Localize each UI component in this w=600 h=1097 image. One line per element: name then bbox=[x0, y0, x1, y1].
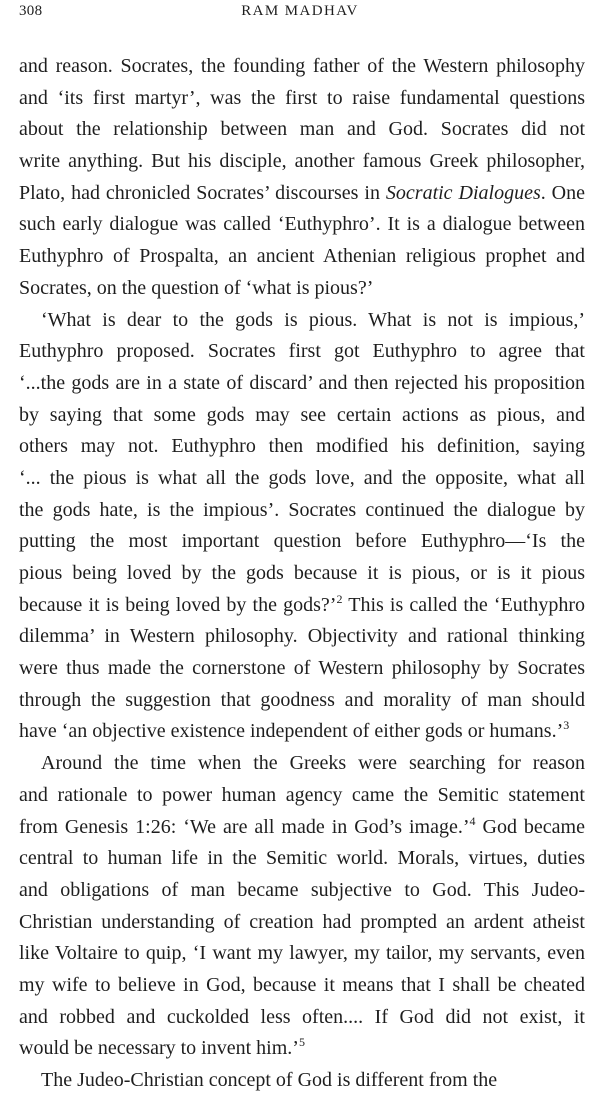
text-run: and ‘its first martyr’, was the first to raise fundamental questions bbox=[19, 86, 585, 109]
text-line bbox=[19, 400, 585, 432]
text-line bbox=[19, 1033, 585, 1065]
text-line bbox=[19, 368, 585, 400]
text-run: pious being loved by the gods because it is pious, or is it pious bbox=[19, 562, 585, 584]
text-line bbox=[19, 178, 585, 210]
text-run: ‘What is dear to the gods is pious. What is not is impious,’ bbox=[41, 308, 585, 331]
text-run: because it is being loved by the gods?’ bbox=[19, 593, 337, 616]
text-run: The Judeo-Christian concept of God is different from the bbox=[41, 1069, 498, 1091]
text-run: Euthyphro of Prospalta, an ancient Athenian religious prophet and bbox=[19, 245, 585, 268]
text-line bbox=[19, 653, 585, 685]
text-run: ‘...the gods are in a state of discard’ and then rejected his proposition bbox=[19, 371, 585, 394]
text-line bbox=[19, 114, 585, 146]
text-run: have ‘an objective existence independent of either gods or humans.’ bbox=[19, 720, 564, 743]
text-line bbox=[19, 241, 585, 273]
text-line bbox=[19, 305, 585, 337]
paragraph bbox=[19, 748, 585, 1065]
text-line bbox=[19, 938, 585, 970]
footnote-marker: 5 bbox=[298, 1035, 305, 1050]
text-line bbox=[19, 875, 585, 907]
text-run: putting the most important question before Euthyphro—‘Is the bbox=[19, 530, 585, 553]
text-line bbox=[19, 843, 585, 875]
text-run: This is called the ‘Euthyphro bbox=[342, 593, 585, 616]
text-line bbox=[19, 51, 585, 83]
footnote-marker: 4 bbox=[469, 813, 476, 828]
text-run: others may not. Euthyphro then modified his definition, saying bbox=[19, 435, 585, 458]
text-line bbox=[19, 907, 585, 939]
text-run: write anything. But his disciple, another famous Greek philosopher, bbox=[19, 150, 585, 173]
text-run: Euthyphro proposed. Socrates first got Euthyphro to agree that bbox=[19, 340, 585, 363]
text-run: like Voltaire to quip, ‘I want my lawyer, my tailor, my servants, even bbox=[19, 942, 585, 965]
text-line bbox=[19, 685, 585, 717]
text-run: dilemma’ in Western philosophy. Objectivity and rational thinking bbox=[19, 625, 585, 648]
italic-title: Socratic Dialogues bbox=[385, 181, 541, 204]
text-run: and reason. Socrates, the founding father of the Western philosophy bbox=[19, 55, 585, 77]
text-run: such early dialogue was called ‘Euthyphro’. It is a dialogue between bbox=[19, 213, 585, 236]
text-run: Christian understanding of creation had prompted an ardent atheist bbox=[19, 910, 585, 933]
text-line bbox=[19, 146, 585, 178]
text-run: God became bbox=[475, 815, 585, 838]
text-line bbox=[19, 431, 585, 463]
paragraph bbox=[19, 1065, 585, 1097]
page-header bbox=[0, 3, 600, 27]
text-run: through the suggestion that goodness and morality of man should bbox=[19, 688, 585, 711]
text-line bbox=[19, 463, 585, 495]
text-line bbox=[19, 83, 585, 115]
text-line bbox=[19, 558, 585, 590]
text-run: about the relationship between man and God. Socrates did not bbox=[19, 118, 585, 141]
text-run: Socrates, on the question of ‘what is pious?’ bbox=[19, 276, 374, 299]
page-number: 308 bbox=[19, 3, 43, 19]
text-run: from Genesis 1:26: ‘We are all made in God’s image.’ bbox=[19, 815, 470, 838]
text-run: by saying that some gods may see certain actions as pious, and bbox=[19, 403, 585, 426]
text-run: the gods hate, is the impious’. Socrates continued the dialogue by bbox=[19, 498, 585, 521]
footnote-marker: 3 bbox=[563, 718, 570, 733]
text-line bbox=[19, 526, 585, 558]
text-line bbox=[19, 1002, 585, 1034]
footnote-marker: 2 bbox=[336, 591, 343, 606]
text-line bbox=[19, 748, 585, 780]
text-line bbox=[19, 970, 585, 1002]
text-run: central to human life in the Semitic world. Morals, virtues, duties bbox=[19, 847, 585, 870]
text-line bbox=[19, 495, 585, 527]
text-run: ‘... the pious is what all the gods love, and the opposite, what all bbox=[19, 466, 585, 489]
body-text bbox=[19, 51, 585, 1097]
text-line bbox=[19, 780, 585, 812]
text-line bbox=[19, 812, 585, 844]
text-line bbox=[19, 1065, 585, 1097]
text-line bbox=[19, 621, 585, 653]
text-line bbox=[19, 590, 585, 622]
text-run: . One bbox=[540, 181, 586, 204]
text-run: and obligations of man became subjective to God. This Judeo- bbox=[19, 878, 585, 901]
text-run: and rationale to power human agency came the Semitic statement bbox=[19, 783, 585, 806]
text-run: were thus made the cornerstone of Western philosophy by Socrates bbox=[19, 657, 585, 680]
paragraph bbox=[19, 51, 585, 305]
text-line bbox=[19, 716, 585, 748]
text-line bbox=[19, 273, 585, 305]
paragraph bbox=[19, 305, 585, 749]
text-line bbox=[19, 336, 585, 368]
text-line bbox=[19, 209, 585, 241]
text-run: would be necessary to invent him.’ bbox=[19, 1037, 299, 1060]
text-run: Plato, had chronicled Socrates’ discourses in bbox=[19, 181, 386, 204]
text-run: my wife to believe in God, because it means that I shall be cheated bbox=[19, 973, 585, 996]
text-run: and robbed and cuckolded less often.... If God did not exist, it bbox=[19, 1005, 585, 1028]
running-head: RAM MADHAV bbox=[241, 3, 359, 19]
text-run: Around the time when the Greeks were searching for reason bbox=[41, 752, 585, 775]
